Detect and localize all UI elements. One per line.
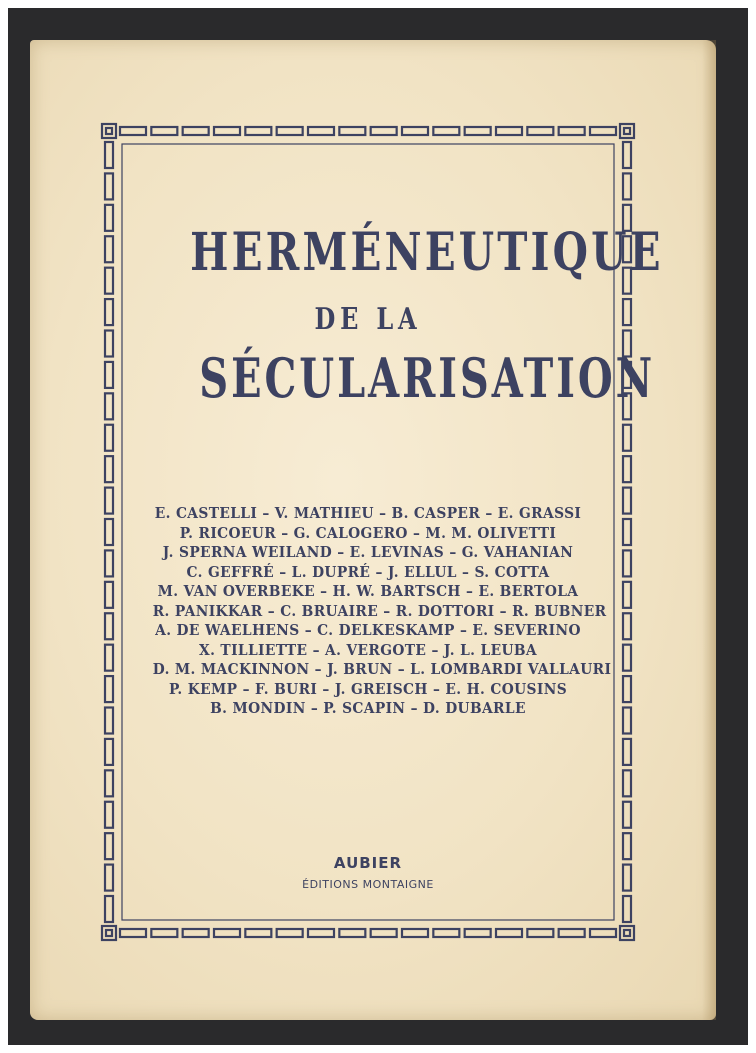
author-line: R. PANIKKAR – C. BRUAIRE – R. DOTTORI – R. BUBNER <box>152 601 607 620</box>
frame-link <box>105 645 113 671</box>
frame-link <box>105 488 113 514</box>
title-line-1: HERMÉNEUTIQUE <box>190 222 664 283</box>
frame-link <box>105 582 113 608</box>
frame-corner-ornament <box>102 926 116 940</box>
frame-corner-ornament <box>106 930 112 936</box>
frame-link <box>105 613 113 639</box>
frame-link <box>105 362 113 388</box>
frame-link <box>105 865 113 891</box>
frame-link <box>105 142 113 168</box>
frame-link <box>105 456 113 482</box>
frame-link <box>105 299 113 325</box>
frame-link <box>623 142 631 168</box>
author-line: M. VAN OVERBEKE – H. W. BARTSCH – E. BERTOLA <box>157 582 579 600</box>
frame-link <box>623 550 631 576</box>
title-line-3: SÉCULARISATION <box>199 346 656 410</box>
frame-link <box>623 896 631 922</box>
author-line: D. M. MACKINNON – J. BRUN – L. LOMBARDI VALLAURI <box>152 660 612 678</box>
frame-corner-ornament <box>106 128 112 134</box>
frame-link <box>623 425 631 451</box>
frame-link <box>623 770 631 796</box>
frame-corner-ornament <box>102 124 116 138</box>
frame-link <box>623 299 631 325</box>
cover-edge-shadow <box>702 40 716 1020</box>
frame-link <box>623 708 631 734</box>
frame-link <box>623 645 631 671</box>
frame-link <box>105 519 113 545</box>
author-line: E. CASTELLI – V. MATHIEU – B. CASPER – E. GRASSI <box>154 504 582 522</box>
frame-link <box>623 833 631 859</box>
frame-link <box>623 582 631 608</box>
frame-link <box>105 173 113 199</box>
title-line-2: DE LA <box>314 302 422 337</box>
author-line: B. MONDIN – P. SCAPIN – D. DUBARLE <box>210 699 526 717</box>
frame-link <box>105 833 113 859</box>
frame-link <box>623 802 631 828</box>
frame-link <box>623 676 631 702</box>
author-line: P. RICOEUR – G. CALOGERO – M. M. OLIVETTI <box>179 523 557 542</box>
author-line: X. TILLIETTE – A. VERGOTE – J. L. LEUBA <box>199 640 537 659</box>
frame-link <box>105 425 113 451</box>
frame-corner-ornament <box>624 930 630 936</box>
frame-link <box>105 236 113 262</box>
frame-link <box>623 519 631 545</box>
ornamental-frame <box>100 122 664 942</box>
publisher-imprint: ÉDITIONS MONTAIGNE <box>302 878 434 891</box>
cover-text-block <box>140 122 664 942</box>
author-line: A. DE WAELHENS – C. DELKESKAMP – E. SEVERINO <box>155 621 581 639</box>
author-list <box>134 504 612 719</box>
frame-link <box>623 865 631 891</box>
author-line: P. KEMP – F. BURI – J. GREISCH – E. H. COUSINS <box>168 679 568 698</box>
frame-link <box>105 393 113 419</box>
frame-link <box>105 802 113 828</box>
frame-link <box>623 488 631 514</box>
frame-link <box>623 739 631 765</box>
frame-link <box>105 550 113 576</box>
frame-link <box>623 173 631 199</box>
frame-corner-ornament <box>624 128 630 134</box>
frame-corner-ornament <box>620 124 634 138</box>
frame-link <box>105 331 113 357</box>
frame-link <box>105 739 113 765</box>
frame-link <box>105 205 113 231</box>
frame-link <box>105 896 113 922</box>
frame-link <box>623 456 631 482</box>
frame-link <box>105 708 113 734</box>
frame-link <box>105 268 113 294</box>
author-line: C. GEFFRÉ – L. DUPRÉ – J. ELLUL – S. COTTA <box>186 562 550 581</box>
frame-corner-ornament <box>620 926 634 940</box>
frame-link <box>105 676 113 702</box>
publisher-name: AUBIER <box>333 854 403 872</box>
author-line: J. SPERNA WEILAND – E. LEVINAS – G. VAHANIAN <box>162 543 574 561</box>
frame-link <box>105 770 113 796</box>
frame-link <box>623 613 631 639</box>
